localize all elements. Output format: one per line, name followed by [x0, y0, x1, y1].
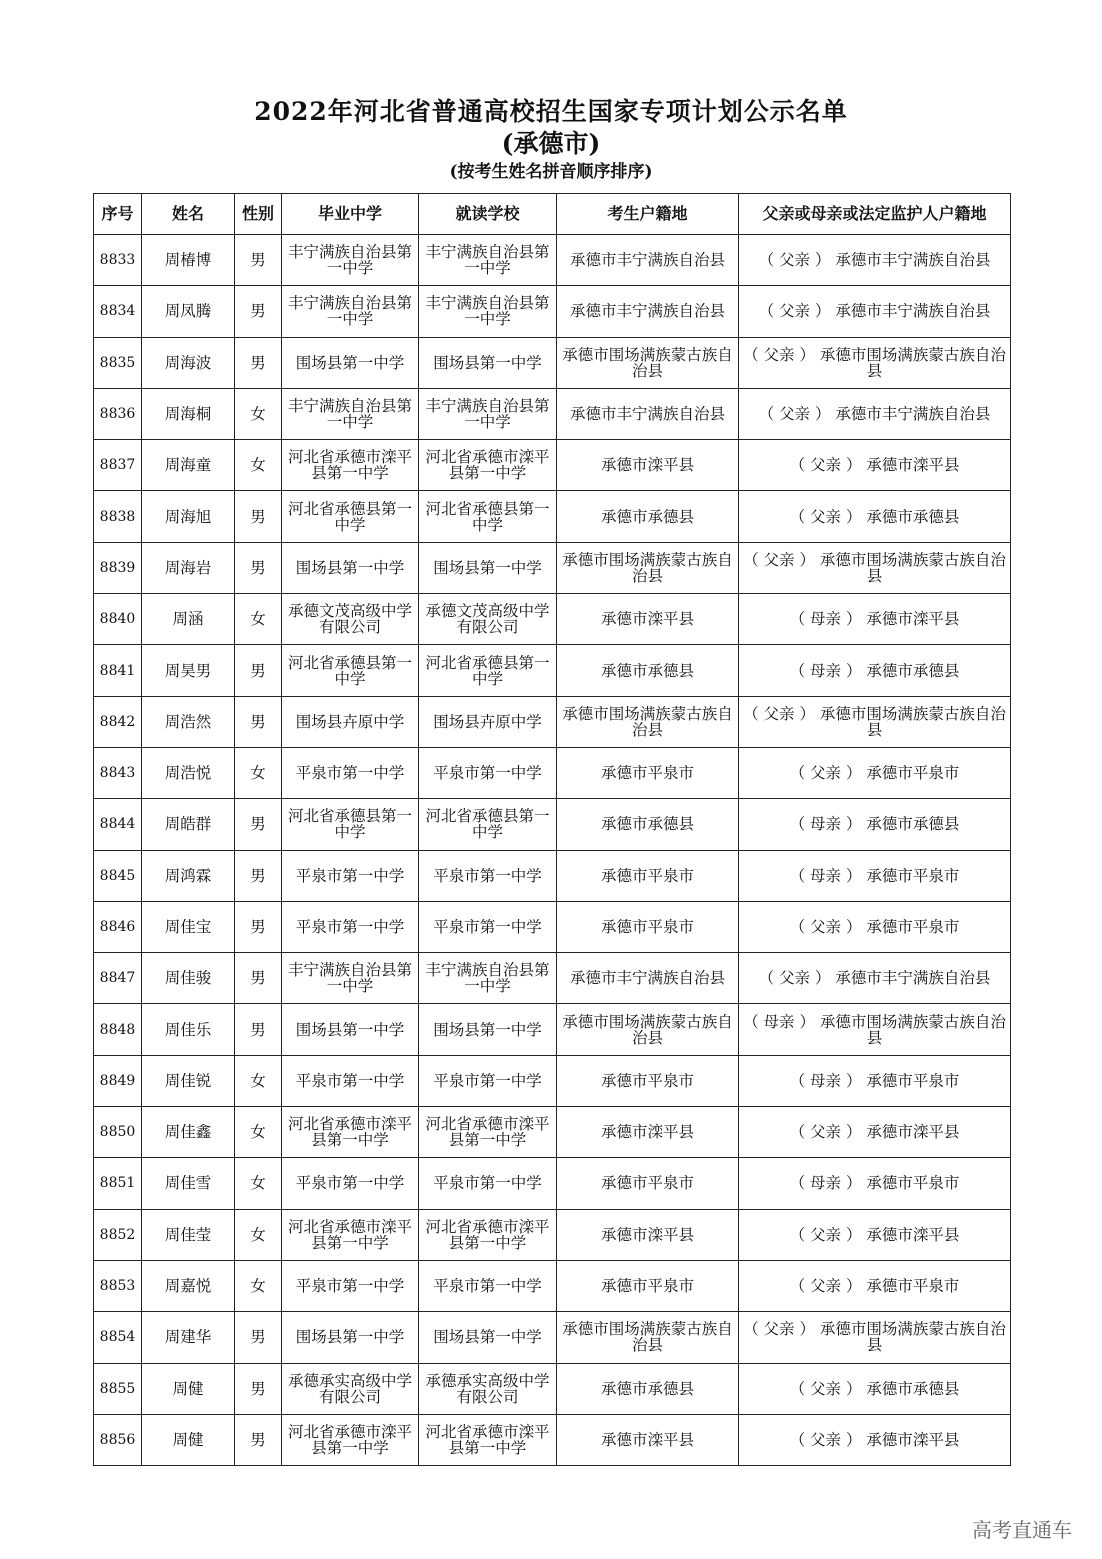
table-row: [94, 594, 1011, 645]
col-header-hukou: 考生户籍地: [557, 194, 739, 235]
cell-name: 周浩悦: [142, 747, 235, 798]
cell-guardian-hukou: （ 父亲 ） 承德市丰宁满族自治县: [739, 235, 1011, 286]
table-row: [94, 901, 1011, 952]
cell-name: 周佳鑫: [142, 1107, 235, 1158]
table-row: [94, 542, 1011, 593]
cell-graduated-school: 围场县第一中学: [282, 542, 419, 593]
cell-current-school: 承德文茂高级中学有限公司: [419, 594, 557, 645]
cell-guardian-hukou: （ 父亲 ） 承德市平泉市: [739, 1260, 1011, 1311]
cell-graduated-school: 围场县第一中学: [282, 1312, 419, 1363]
cell-guardian-hukou: （ 母亲 ） 承德市承德县: [739, 799, 1011, 850]
cell-hukou: 承德市平泉市: [557, 747, 739, 798]
cell-guardian-hukou: （ 父亲 ） 承德市平泉市: [739, 747, 1011, 798]
cell-current-school: 围场县卉原中学: [419, 696, 557, 747]
cell-current-school: 丰宁满族自治县第一中学: [419, 388, 557, 439]
cell-index: 8846: [94, 901, 142, 952]
cell-guardian-hukou: （ 父亲 ） 承德市滦平县: [739, 1209, 1011, 1260]
cell-hukou: 承德市丰宁满族自治县: [557, 388, 739, 439]
table-row: [94, 953, 1011, 1004]
cell-graduated-school: 承德文茂高级中学有限公司: [282, 594, 419, 645]
cell-index: 8842: [94, 696, 142, 747]
col-header-graduated-school: 毕业中学: [282, 194, 419, 235]
cell-current-school: 平泉市第一中学: [419, 901, 557, 952]
cell-graduated-school: 围场县卉原中学: [282, 696, 419, 747]
cell-guardian-hukou: （ 母亲 ） 承德市平泉市: [739, 1055, 1011, 1106]
table-row: [94, 1004, 1011, 1055]
cell-gender: 女: [235, 388, 282, 439]
cell-hukou: 承德市围场满族蒙古族自治县: [557, 1004, 739, 1055]
table-body: [94, 235, 1011, 1466]
cell-name: 周皓群: [142, 799, 235, 850]
cell-hukou: 承德市平泉市: [557, 1260, 739, 1311]
cell-guardian-hukou: （ 母亲 ） 承德市平泉市: [739, 850, 1011, 901]
cell-name: 周佳乐: [142, 1004, 235, 1055]
cell-name: 周海旭: [142, 491, 235, 542]
cell-graduated-school: 河北省承德县第一中学: [282, 799, 419, 850]
cell-current-school: 围场县第一中学: [419, 1312, 557, 1363]
cell-hukou: 承德市承德县: [557, 799, 739, 850]
cell-guardian-hukou: （ 父亲 ） 承德市围场满族蒙古族自治县: [739, 1312, 1011, 1363]
cell-gender: 男: [235, 645, 282, 696]
cell-guardian-hukou: （ 父亲 ） 承德市丰宁满族自治县: [739, 286, 1011, 337]
cell-hukou: 承德市围场满族蒙古族自治县: [557, 337, 739, 388]
table-row: [94, 491, 1011, 542]
table-row: [94, 235, 1011, 286]
cell-hukou: 承德市滦平县: [557, 440, 739, 491]
cell-current-school: 河北省承德市滦平县第一中学: [419, 440, 557, 491]
cell-gender: 男: [235, 799, 282, 850]
cell-name: 周凤腾: [142, 286, 235, 337]
sort-note: (按考生姓名拼音顺序排序): [449, 162, 653, 182]
cell-index: 8841: [94, 645, 142, 696]
cell-hukou: 承德市承德县: [557, 645, 739, 696]
col-header-guardian-hukou: 父亲或母亲或法定监护人户籍地: [739, 194, 1011, 235]
page-subtitle: (承德市): [501, 129, 601, 158]
cell-index: 8847: [94, 953, 142, 1004]
cell-hukou: 承德市滦平县: [557, 1209, 739, 1260]
table-row: [94, 1414, 1011, 1465]
cell-index: 8844: [94, 799, 142, 850]
cell-current-school: 丰宁满族自治县第一中学: [419, 286, 557, 337]
col-header-index: 序号: [94, 194, 142, 235]
cell-hukou: 承德市平泉市: [557, 850, 739, 901]
cell-hukou: 承德市围场满族蒙古族自治县: [557, 1312, 739, 1363]
cell-graduated-school: 丰宁满族自治县第一中学: [282, 286, 419, 337]
cell-guardian-hukou: （ 母亲 ） 承德市承德县: [739, 645, 1011, 696]
cell-hukou: 承德市承德县: [557, 1363, 739, 1414]
cell-gender: 男: [235, 1363, 282, 1414]
cell-hukou: 承德市平泉市: [557, 1158, 739, 1209]
table-row: [94, 1158, 1011, 1209]
cell-graduated-school: 平泉市第一中学: [282, 1158, 419, 1209]
cell-guardian-hukou: （ 父亲 ） 承德市承德县: [739, 1363, 1011, 1414]
cell-guardian-hukou: （ 父亲 ） 承德市承德县: [739, 491, 1011, 542]
cell-hukou: 承德市滦平县: [557, 594, 739, 645]
cell-graduated-school: 河北省承德市滦平县第一中学: [282, 1209, 419, 1260]
cell-current-school: 平泉市第一中学: [419, 1055, 557, 1106]
cell-graduated-school: 围场县第一中学: [282, 337, 419, 388]
cell-index: 8837: [94, 440, 142, 491]
cell-index: 8839: [94, 542, 142, 593]
cell-graduated-school: 丰宁满族自治县第一中学: [282, 388, 419, 439]
col-header-current-school: 就读学校: [419, 194, 557, 235]
cell-graduated-school: 河北省承德县第一中学: [282, 645, 419, 696]
cell-graduated-school: 平泉市第一中学: [282, 1260, 419, 1311]
cell-name: 周昊男: [142, 645, 235, 696]
cell-graduated-school: 丰宁满族自治县第一中学: [282, 235, 419, 286]
cell-gender: 女: [235, 747, 282, 798]
cell-gender: 男: [235, 1004, 282, 1055]
cell-guardian-hukou: （ 父亲 ） 承德市围场满族蒙古族自治县: [739, 337, 1011, 388]
cell-current-school: 平泉市第一中学: [419, 1260, 557, 1311]
cell-guardian-hukou: （ 父亲 ） 承德市围场满族蒙古族自治县: [739, 696, 1011, 747]
cell-name: 周椿博: [142, 235, 235, 286]
table-row: [94, 645, 1011, 696]
cell-gender: 女: [235, 440, 282, 491]
cell-hukou: 承德市丰宁满族自治县: [557, 286, 739, 337]
cell-index: 8854: [94, 1312, 142, 1363]
cell-current-school: 河北省承德市滦平县第一中学: [419, 1414, 557, 1465]
cell-gender: 男: [235, 286, 282, 337]
cell-graduated-school: 平泉市第一中学: [282, 850, 419, 901]
roster-table: [93, 193, 1011, 1466]
cell-index: 8848: [94, 1004, 142, 1055]
cell-gender: 男: [235, 1312, 282, 1363]
cell-index: 8853: [94, 1260, 142, 1311]
cell-guardian-hukou: （ 母亲 ） 承德市滦平县: [739, 594, 1011, 645]
cell-gender: 女: [235, 1107, 282, 1158]
cell-current-school: 丰宁满族自治县第一中学: [419, 953, 557, 1004]
watermark: 高考直通车: [972, 1518, 1072, 1542]
cell-name: 周佳雪: [142, 1158, 235, 1209]
cell-graduated-school: 河北省承德市滦平县第一中学: [282, 1414, 419, 1465]
cell-name: 周佳锐: [142, 1055, 235, 1106]
cell-hukou: 承德市丰宁满族自治县: [557, 953, 739, 1004]
cell-name: 周浩然: [142, 696, 235, 747]
table-row: [94, 747, 1011, 798]
cell-name: 周鸿霖: [142, 850, 235, 901]
cell-gender: 女: [235, 1055, 282, 1106]
cell-index: 8849: [94, 1055, 142, 1106]
cell-current-school: 围场县第一中学: [419, 542, 557, 593]
cell-graduated-school: 承德承实高级中学有限公司: [282, 1363, 419, 1414]
cell-gender: 男: [235, 1414, 282, 1465]
cell-graduated-school: 河北省承德县第一中学: [282, 491, 419, 542]
table-row: [94, 850, 1011, 901]
cell-current-school: 围场县第一中学: [419, 1004, 557, 1055]
cell-guardian-hukou: （ 母亲 ） 承德市平泉市: [739, 1158, 1011, 1209]
cell-guardian-hukou: （ 母亲 ） 承德市围场满族蒙古族自治县: [739, 1004, 1011, 1055]
cell-index: 8836: [94, 388, 142, 439]
cell-index: 8845: [94, 850, 142, 901]
cell-index: 8840: [94, 594, 142, 645]
cell-graduated-school: 丰宁满族自治县第一中学: [282, 953, 419, 1004]
cell-current-school: 平泉市第一中学: [419, 1158, 557, 1209]
cell-guardian-hukou: （ 父亲 ） 承德市滦平县: [739, 440, 1011, 491]
cell-guardian-hukou: （ 父亲 ） 承德市围场满族蒙古族自治县: [739, 542, 1011, 593]
cell-gender: 女: [235, 1260, 282, 1311]
cell-gender: 女: [235, 1209, 282, 1260]
cell-current-school: 丰宁满族自治县第一中学: [419, 235, 557, 286]
cell-name: 周建华: [142, 1312, 235, 1363]
table-header-row: [94, 194, 1011, 235]
col-header-gender: 性别: [235, 194, 282, 235]
cell-gender: 男: [235, 901, 282, 952]
cell-gender: 男: [235, 491, 282, 542]
cell-index: 8835: [94, 337, 142, 388]
cell-current-school: 河北省承德县第一中学: [419, 799, 557, 850]
cell-index: 8850: [94, 1107, 142, 1158]
table-row: [94, 1107, 1011, 1158]
cell-guardian-hukou: （ 父亲 ） 承德市滦平县: [739, 1107, 1011, 1158]
cell-current-school: 围场县第一中学: [419, 337, 557, 388]
table-row: [94, 388, 1011, 439]
cell-name: 周海波: [142, 337, 235, 388]
cell-name: 周海桐: [142, 388, 235, 439]
cell-name: 周健: [142, 1363, 235, 1414]
cell-graduated-school: 平泉市第一中学: [282, 747, 419, 798]
cell-name: 周海岩: [142, 542, 235, 593]
cell-hukou: 承德市滦平县: [557, 1414, 739, 1465]
cell-hukou: 承德市丰宁满族自治县: [557, 235, 739, 286]
cell-current-school: 河北省承德县第一中学: [419, 491, 557, 542]
cell-hukou: 承德市围场满族蒙古族自治县: [557, 696, 739, 747]
cell-graduated-school: 河北省承德市滦平县第一中学: [282, 440, 419, 491]
cell-current-school: 河北省承德市滦平县第一中学: [419, 1209, 557, 1260]
cell-index: 8851: [94, 1158, 142, 1209]
cell-hukou: 承德市平泉市: [557, 901, 739, 952]
cell-name: 周海童: [142, 440, 235, 491]
cell-name: 周涵: [142, 594, 235, 645]
cell-name: 周佳莹: [142, 1209, 235, 1260]
cell-index: 8856: [94, 1414, 142, 1465]
cell-current-school: 河北省承德县第一中学: [419, 645, 557, 696]
cell-graduated-school: 平泉市第一中学: [282, 901, 419, 952]
cell-gender: 男: [235, 235, 282, 286]
cell-guardian-hukou: （ 父亲 ） 承德市滦平县: [739, 1414, 1011, 1465]
page-title: 2022年河北省普通高校招生国家专项计划公示名单: [254, 97, 848, 126]
cell-hukou: 承德市承德县: [557, 491, 739, 542]
col-header-name: 姓名: [142, 194, 235, 235]
table-row: [94, 1055, 1011, 1106]
cell-gender: 女: [235, 594, 282, 645]
cell-index: 8852: [94, 1209, 142, 1260]
cell-index: 8833: [94, 235, 142, 286]
cell-gender: 男: [235, 850, 282, 901]
cell-hukou: 承德市围场满族蒙古族自治县: [557, 542, 739, 593]
cell-graduated-school: 河北省承德市滦平县第一中学: [282, 1107, 419, 1158]
table-row: [94, 1363, 1011, 1414]
cell-index: 8838: [94, 491, 142, 542]
table-row: [94, 799, 1011, 850]
table-row: [94, 1260, 1011, 1311]
cell-name: 周佳宝: [142, 901, 235, 952]
cell-index: 8834: [94, 286, 142, 337]
table-row: [94, 337, 1011, 388]
cell-current-school: 平泉市第一中学: [419, 850, 557, 901]
cell-gender: 男: [235, 542, 282, 593]
cell-name: 周嘉悦: [142, 1260, 235, 1311]
cell-name: 周健: [142, 1414, 235, 1465]
table-row: [94, 1312, 1011, 1363]
cell-index: 8843: [94, 747, 142, 798]
cell-gender: 女: [235, 1158, 282, 1209]
cell-gender: 男: [235, 953, 282, 1004]
cell-hukou: 承德市滦平县: [557, 1107, 739, 1158]
cell-gender: 男: [235, 696, 282, 747]
cell-name: 周佳骏: [142, 953, 235, 1004]
cell-graduated-school: 围场县第一中学: [282, 1004, 419, 1055]
cell-current-school: 承德承实高级中学有限公司: [419, 1363, 557, 1414]
cell-guardian-hukou: （ 父亲 ） 承德市丰宁满族自治县: [739, 388, 1011, 439]
table-row: [94, 286, 1011, 337]
cell-gender: 男: [235, 337, 282, 388]
cell-current-school: 平泉市第一中学: [419, 747, 557, 798]
cell-graduated-school: 平泉市第一中学: [282, 1055, 419, 1106]
table-row: [94, 440, 1011, 491]
cell-guardian-hukou: （ 父亲 ） 承德市平泉市: [739, 901, 1011, 952]
cell-index: 8855: [94, 1363, 142, 1414]
table-row: [94, 1209, 1011, 1260]
cell-hukou: 承德市平泉市: [557, 1055, 739, 1106]
cell-guardian-hukou: （ 父亲 ） 承德市丰宁满族自治县: [739, 953, 1011, 1004]
cell-current-school: 河北省承德市滦平县第一中学: [419, 1107, 557, 1158]
table-row: [94, 696, 1011, 747]
